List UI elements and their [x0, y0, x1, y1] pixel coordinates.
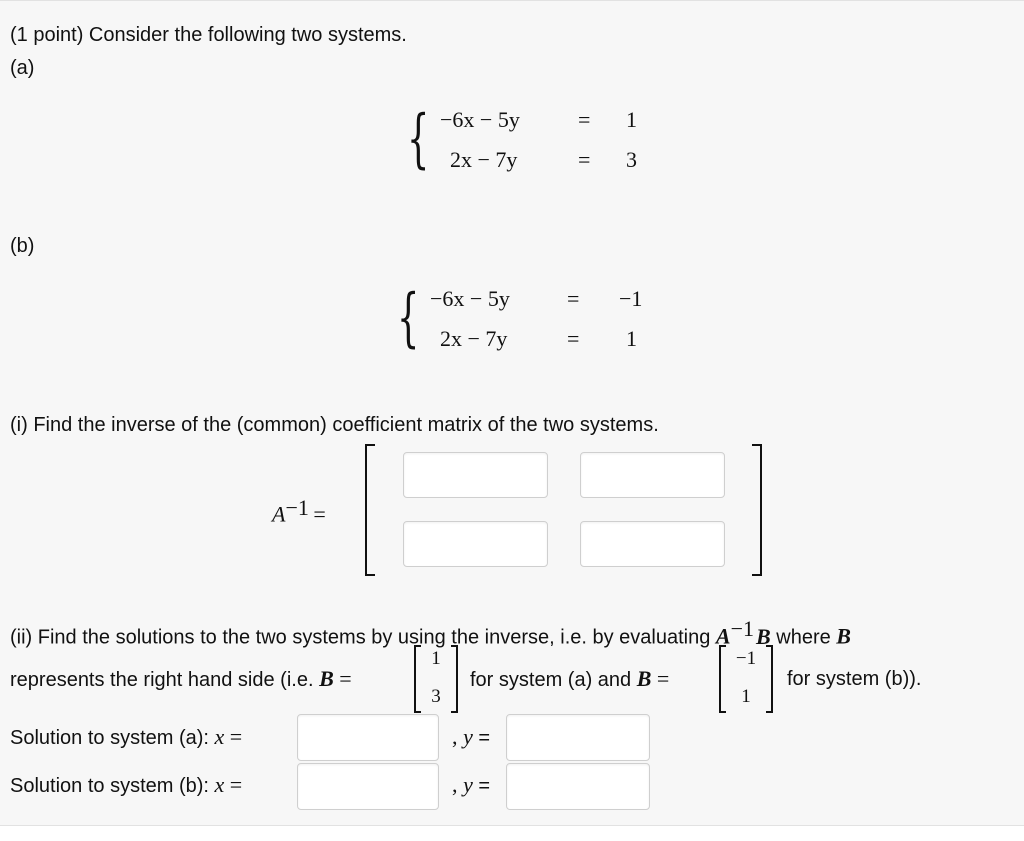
right-bracket-icon: [766, 645, 773, 713]
matrix-input-r1c2[interactable]: [580, 452, 725, 498]
solution-b-text: Solution to system (b):: [10, 775, 215, 797]
for-system-a-text: for system (a) and: [470, 669, 637, 691]
vector-a-bottom: 3: [431, 686, 441, 707]
comma: ,: [452, 772, 458, 797]
system-a-eq2-rhs: 3: [626, 147, 637, 172]
part-ii-line1-text: (ii) Find the solutions to the two systems by using the inverse, i.e. by evaluating: [10, 626, 716, 649]
matrix-input-r1c1[interactable]: [403, 452, 548, 498]
left-bracket-icon: [414, 645, 421, 713]
part-ii-line2-mid: [470, 667, 669, 692]
matrix-input-r2c1[interactable]: [403, 521, 548, 567]
equals-sign: =: [333, 666, 352, 691]
y-variable: y: [463, 772, 473, 797]
equals-sign: =: [472, 775, 491, 797]
equals-sign: =: [224, 724, 243, 749]
inverse-matrix-label: [272, 495, 326, 527]
system-a-eq1-rhs: 1: [626, 107, 637, 132]
x-variable: x: [214, 724, 225, 749]
vector-b-top: −1: [735, 648, 757, 669]
system-a-eq2-lhs: 2x − 7y: [450, 147, 518, 172]
solution-a-label: [10, 725, 242, 750]
for-system-b-text: for system (b)).: [787, 668, 922, 690]
matrix-b-symbol: B: [836, 623, 851, 649]
comma: ,: [452, 724, 458, 749]
system-b-eq2-lhs: 2x − 7y: [440, 326, 508, 351]
left-brace-icon: {: [407, 102, 430, 176]
left-bracket-icon: [719, 645, 726, 713]
part-b-label: (b): [10, 235, 35, 257]
matrix-b-symbol: B: [319, 666, 334, 691]
vector-b-bottom: 1: [741, 686, 751, 707]
left-brace-icon: {: [397, 281, 420, 355]
system-a-eq2-equals: =: [578, 147, 591, 172]
part-ii-line2-start: [10, 667, 352, 692]
vector-a-top: 1: [431, 648, 441, 669]
part-ii-line2-text: represents the right hand side (i.e.: [10, 669, 320, 691]
part-a-label: (a): [10, 57, 35, 79]
part-i-prompt: (i) Find the inverse of the (common) coefficient matrix of the two systems.: [10, 414, 659, 436]
system-b-eq1-equals: =: [567, 286, 580, 311]
problem-intro: (1 point) Consider the following two systems.: [10, 24, 407, 46]
x-variable: x: [214, 772, 225, 797]
matrix-a-symbol: A: [715, 623, 731, 649]
system-a-eq1-lhs: −6x − 5y: [440, 107, 520, 132]
solution-b-label: [10, 773, 242, 798]
equals-sign: =: [313, 501, 326, 527]
left-bracket-icon: [365, 444, 375, 576]
equals-sign: =: [224, 772, 243, 797]
system-b-eq1-lhs: −6x − 5y: [430, 286, 510, 311]
y-variable: y: [463, 724, 473, 749]
equals-sign: =: [651, 666, 670, 691]
solution-b-x-input[interactable]: [297, 763, 439, 810]
solution-a-y-label: [452, 725, 490, 750]
solution-b-y-label: [452, 773, 490, 798]
matrix-input-r2c2[interactable]: [580, 521, 725, 567]
equals-sign: =: [472, 727, 491, 749]
solution-b-y-input[interactable]: [506, 763, 650, 810]
solution-a-x-input[interactable]: [297, 714, 439, 761]
solution-a-text: Solution to system (a):: [10, 727, 215, 749]
system-b-eq2-equals: =: [567, 326, 580, 351]
solution-a-y-input[interactable]: [506, 714, 650, 761]
inverse-exponent: −1: [285, 495, 309, 520]
right-bracket-icon: [752, 444, 762, 576]
right-bracket-icon: [451, 645, 458, 713]
matrix-a-symbol: A: [272, 501, 286, 527]
system-a-eq1-equals: =: [578, 107, 591, 132]
system-b-eq1-rhs: −1: [619, 286, 643, 311]
matrix-b-symbol: B: [756, 623, 771, 649]
where-text: where: [770, 626, 837, 649]
matrix-b-symbol: B: [636, 666, 652, 691]
inverse-exponent: −1: [730, 616, 755, 641]
system-b-eq2-rhs: 1: [626, 326, 637, 351]
